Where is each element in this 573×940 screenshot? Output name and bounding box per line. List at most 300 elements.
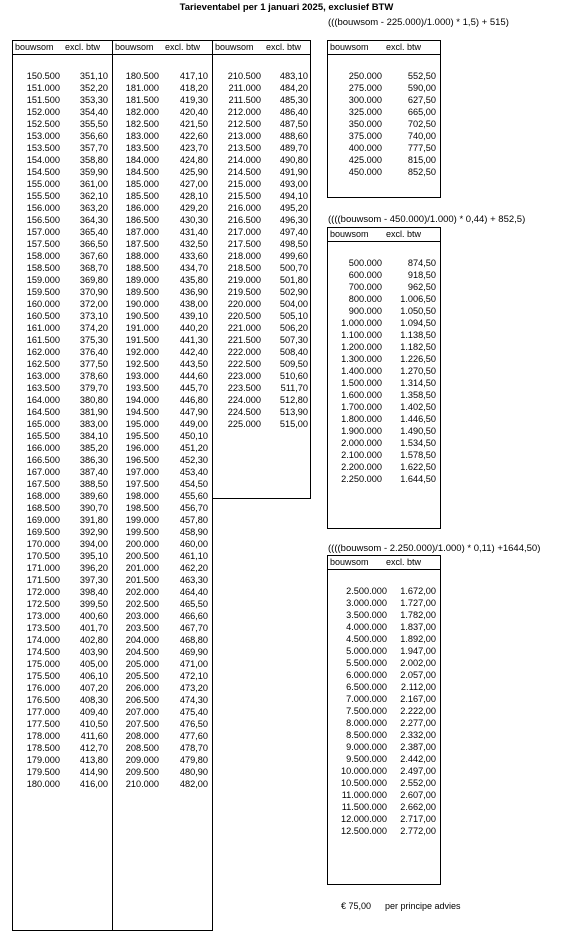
cell-bouwsom: 225.000: [227, 419, 261, 429]
cell-price: 358,80: [79, 155, 108, 165]
cell-price: 2.717,00: [400, 814, 436, 824]
cell-bouwsom: 160.500: [26, 311, 60, 321]
table-row: [13, 778, 114, 790]
cell-bouwsom: 185.000: [125, 179, 159, 189]
cell-price: 363,20: [79, 203, 108, 213]
cell-price: 509,50: [279, 359, 308, 369]
cell-price: 475,40: [179, 707, 208, 717]
cell-bouwsom: 153.500: [26, 143, 60, 153]
cell-bouwsom: 216.500: [227, 215, 261, 225]
cell-price: 357,70: [79, 143, 108, 153]
cell-bouwsom: 208.500: [125, 743, 159, 753]
cell-price: 430,30: [179, 215, 208, 225]
cell-price: 466,60: [179, 611, 208, 621]
header-price: excl. btw: [266, 42, 302, 52]
table-row: [328, 801, 442, 813]
cell-bouwsom: 167.500: [26, 479, 60, 489]
cell-price: 471,00: [179, 659, 208, 669]
table-row: [213, 190, 312, 202]
table-row: [113, 526, 214, 538]
cell-price: 355,50: [79, 119, 108, 129]
header-bouwsom: bouwsom: [330, 42, 369, 52]
cell-bouwsom: 205.500: [125, 671, 159, 681]
cell-bouwsom: 168.500: [26, 503, 60, 513]
cell-bouwsom: 181.000: [125, 83, 159, 93]
table-row: [213, 118, 312, 130]
cell-price: 511,70: [280, 383, 308, 393]
table-row: [328, 389, 442, 401]
cell-price: 417,10: [179, 71, 208, 81]
cell-bouwsom: 155.500: [26, 191, 60, 201]
cell-price: 391,80: [79, 515, 108, 525]
cell-price: 467,70: [179, 623, 208, 633]
table-row: [328, 341, 442, 353]
cell-price: 402,80: [79, 635, 108, 645]
cell-price: 368,70: [79, 263, 108, 273]
table-row: [113, 514, 214, 526]
cell-price: 500,70: [279, 263, 308, 273]
cell-price: 456,70: [179, 503, 208, 513]
cell-bouwsom: 164.500: [26, 407, 60, 417]
table-row: [113, 478, 214, 490]
cell-bouwsom: 197.500: [125, 479, 159, 489]
table-row: [13, 322, 114, 334]
cell-bouwsom: 600.000: [348, 270, 382, 280]
table-row: [328, 597, 442, 609]
cell-bouwsom: 177.500: [26, 719, 60, 729]
table-row: [213, 214, 312, 226]
cell-price: 874,50: [407, 258, 436, 268]
table-row: [328, 257, 442, 269]
cell-bouwsom: 184.000: [125, 155, 159, 165]
cell-price: 461,10: [179, 551, 208, 561]
table-row: [213, 250, 312, 262]
cell-bouwsom: 180.500: [125, 71, 159, 81]
cell-price: 490,80: [279, 155, 308, 165]
cell-price: 488,60: [279, 131, 308, 141]
table-row: [13, 562, 114, 574]
cell-bouwsom: 2.250.000: [341, 474, 382, 484]
table-row: [328, 753, 442, 765]
cell-price: 1.644,50: [400, 474, 436, 484]
cell-bouwsom: 172.000: [26, 587, 60, 597]
cell-price: 421,50: [179, 119, 208, 129]
cell-price: 445,70: [179, 383, 208, 393]
table-row: [328, 669, 442, 681]
table-row: [328, 657, 442, 669]
cell-price: 777,50: [407, 143, 436, 153]
table-row: [13, 658, 114, 670]
cell-price: 460,00: [179, 539, 208, 549]
cell-bouwsom: 173.000: [26, 611, 60, 621]
table-row: [13, 466, 114, 478]
cell-bouwsom: 221.500: [227, 335, 261, 345]
cell-price: 496,30: [279, 215, 308, 225]
table-row: [13, 502, 114, 514]
table-row: [328, 825, 442, 837]
table-row: [113, 598, 214, 610]
table-row: [213, 274, 312, 286]
cell-price: 354,40: [79, 107, 108, 117]
cell-bouwsom: 218.000: [227, 251, 261, 261]
table-row: [328, 281, 442, 293]
cell-bouwsom: 163.000: [26, 371, 60, 381]
cell-bouwsom: 2.000.000: [341, 438, 382, 448]
cell-price: 1.358,50: [400, 390, 436, 400]
cell-bouwsom: 172.500: [26, 599, 60, 609]
table-header: [328, 41, 440, 55]
cell-price: 487,50: [279, 119, 308, 129]
table-row: [213, 394, 312, 406]
cell-price: 394,00: [79, 539, 108, 549]
cell-price: 403,90: [79, 647, 108, 657]
cell-price: 370,90: [79, 287, 108, 297]
cell-price: 1.578,50: [400, 450, 436, 460]
table-row: [113, 718, 214, 730]
cell-bouwsom: 190.000: [125, 299, 159, 309]
cell-bouwsom: 211.000: [228, 83, 261, 93]
table-row: [13, 706, 114, 718]
cell-bouwsom: 186.000: [125, 203, 159, 213]
cell-price: 665,00: [407, 107, 436, 117]
cell-bouwsom: 179.500: [26, 767, 60, 777]
table-row: [328, 166, 442, 178]
table-row: [213, 322, 312, 334]
table-row: [13, 106, 114, 118]
table-row: [213, 286, 312, 298]
cell-bouwsom: 159.000: [26, 275, 60, 285]
table-row: [113, 130, 214, 142]
cell-price: 552,50: [407, 71, 436, 81]
table-row: [213, 238, 312, 250]
table-row: [113, 466, 214, 478]
table-row: [113, 562, 214, 574]
cell-price: 392,90: [79, 527, 108, 537]
table-row: [213, 370, 312, 382]
cell-price: 423,70: [179, 143, 208, 153]
table-body: [213, 70, 312, 430]
cell-bouwsom: 199.000: [125, 515, 159, 525]
cell-price: 590,00: [407, 83, 436, 93]
table-row: [113, 82, 214, 94]
rate-table-2: [112, 40, 213, 931]
cell-price: 740,00: [407, 131, 436, 141]
cell-bouwsom: 152.500: [26, 119, 60, 129]
table-row: [328, 633, 442, 645]
table-row: [13, 214, 114, 226]
table-row: [13, 94, 114, 106]
cell-bouwsom: 158.000: [26, 251, 60, 261]
cell-bouwsom: 214.500: [227, 167, 261, 177]
table-row: [113, 370, 214, 382]
table-row: [328, 437, 442, 449]
table-row: [213, 70, 312, 82]
cell-bouwsom: 156.500: [26, 215, 60, 225]
cell-bouwsom: 175.500: [26, 671, 60, 681]
cell-price: 484,20: [279, 83, 308, 93]
table-row: [113, 730, 214, 742]
cell-price: 2.772,00: [400, 826, 436, 836]
table-row: [113, 334, 214, 346]
table-row: [113, 406, 214, 418]
cell-price: 457,80: [179, 515, 208, 525]
table-row: [213, 130, 312, 142]
cell-price: 2.057,00: [400, 670, 436, 680]
cell-bouwsom: 217.000: [227, 227, 261, 237]
cell-price: 458,90: [179, 527, 208, 537]
cell-bouwsom: 183.000: [125, 131, 159, 141]
table-row: [113, 706, 214, 718]
cell-bouwsom: 200.000: [125, 539, 159, 549]
table-row: [213, 418, 312, 430]
cell-price: 425,90: [179, 167, 208, 177]
table-row: [113, 430, 214, 442]
table-row: [13, 694, 114, 706]
cell-price: 400,60: [79, 611, 108, 621]
cell-price: 364,30: [79, 215, 108, 225]
cell-price: 1.226,50: [400, 354, 436, 364]
cell-price: 369,80: [79, 275, 108, 285]
table-row: [13, 382, 114, 394]
cell-bouwsom: 161.000: [26, 323, 60, 333]
cell-bouwsom: 170.500: [26, 551, 60, 561]
cell-bouwsom: 174.500: [26, 647, 60, 657]
cell-price: 486,40: [279, 107, 308, 117]
table-row: [113, 226, 214, 238]
table-row: [113, 310, 214, 322]
header-bouwsom: bouwsom: [330, 229, 369, 239]
table-row: [113, 346, 214, 358]
cell-price: 1.490,50: [400, 426, 436, 436]
table-row: [328, 813, 442, 825]
cell-price: 2.607,00: [400, 790, 436, 800]
table-row: [13, 526, 114, 538]
table-row: [113, 574, 214, 586]
cell-price: 432,50: [179, 239, 208, 249]
cell-price: 472,10: [179, 671, 208, 681]
cell-price: 381,90: [79, 407, 108, 417]
table-row: [328, 789, 442, 801]
cell-bouwsom: 220.000: [227, 299, 261, 309]
cell-bouwsom: 2.100.000: [341, 450, 382, 460]
cell-bouwsom: 1.600.000: [341, 390, 382, 400]
table-row: [113, 94, 214, 106]
cell-bouwsom: 4.500.000: [346, 634, 387, 644]
cell-bouwsom: 203.000: [125, 611, 159, 621]
table-row: [213, 82, 312, 94]
cell-price: 447,90: [179, 407, 208, 417]
cell-bouwsom: 179.000: [26, 755, 60, 765]
cell-bouwsom: 194.500: [125, 407, 159, 417]
table-row: [328, 705, 442, 717]
cell-bouwsom: 223.000: [227, 371, 261, 381]
advice-amount: € 75,00: [341, 901, 372, 911]
cell-bouwsom: 169.000: [26, 515, 60, 525]
table-row: [113, 538, 214, 550]
cell-price: 2.002,00: [400, 658, 436, 668]
table-row: [113, 622, 214, 634]
table-row: [328, 765, 442, 777]
cell-price: 450,10: [179, 431, 208, 441]
cell-bouwsom: 500.000: [348, 258, 382, 268]
cell-price: 1.314,50: [400, 378, 436, 388]
table-row: [328, 609, 442, 621]
cell-price: 351,10: [79, 71, 108, 81]
table-row: [13, 190, 114, 202]
cell-price: 451,20: [179, 443, 208, 453]
cell-price: 2.552,00: [400, 778, 436, 788]
table-row: [13, 250, 114, 262]
cell-price: 424,80: [179, 155, 208, 165]
cell-bouwsom: 224.000: [227, 395, 261, 405]
cell-bouwsom: 176.500: [26, 695, 60, 705]
cell-bouwsom: 1.700.000: [341, 402, 382, 412]
cell-price: 1.622,50: [400, 462, 436, 472]
table-row: [13, 454, 114, 466]
table-row: [13, 394, 114, 406]
formula-3: ((((bouwsom - 2.250.000)/1.000) * 0,11) +1644,50): [328, 543, 541, 554]
cell-price: 463,30: [179, 575, 208, 585]
table-row: [328, 645, 442, 657]
cell-bouwsom: 191.500: [125, 335, 159, 345]
cell-price: 504,00: [279, 299, 308, 309]
cell-price: 918,50: [407, 270, 436, 280]
table-row: [213, 406, 312, 418]
table-row: [213, 334, 312, 346]
cell-bouwsom: 1.000.000: [341, 318, 382, 328]
table-header: [213, 41, 310, 55]
table-row: [13, 406, 114, 418]
cell-bouwsom: 193.000: [125, 371, 159, 381]
header-bouwsom: bouwsom: [15, 42, 54, 52]
table-row: [113, 70, 214, 82]
cell-bouwsom: 180.000: [26, 779, 60, 789]
table-row: [328, 293, 442, 305]
cell-bouwsom: 209.500: [125, 767, 159, 777]
table-row: [13, 634, 114, 646]
cell-bouwsom: 199.500: [125, 527, 159, 537]
cell-price: 431,40: [179, 227, 208, 237]
cell-price: 464,40: [179, 587, 208, 597]
cell-price: 482,00: [179, 779, 208, 789]
cell-bouwsom: 6.500.000: [346, 682, 387, 692]
cell-price: 446,80: [179, 395, 208, 405]
table-row: [113, 418, 214, 430]
cell-bouwsom: 176.000: [26, 683, 60, 693]
cell-price: 478,70: [179, 743, 208, 753]
cell-price: 398,40: [79, 587, 108, 597]
cell-price: 1.837,00: [400, 622, 436, 632]
cell-bouwsom: 173.500: [26, 623, 60, 633]
cell-bouwsom: 217.500: [227, 239, 261, 249]
cell-bouwsom: 196.500: [125, 455, 159, 465]
cell-bouwsom: 187.000: [125, 227, 159, 237]
table-row: [328, 353, 442, 365]
cell-price: 512,80: [279, 395, 308, 405]
cell-price: 501,80: [279, 275, 308, 285]
cell-price: 1.534,50: [400, 438, 436, 448]
cell-price: 414,90: [79, 767, 108, 777]
cell-bouwsom: 195.000: [125, 419, 159, 429]
table-body: [113, 70, 214, 790]
cell-price: 385,20: [79, 443, 108, 453]
table-row: [113, 670, 214, 682]
cell-bouwsom: 900.000: [348, 306, 382, 316]
table-row: [213, 310, 312, 322]
cell-bouwsom: 183.500: [125, 143, 159, 153]
cell-bouwsom: 9.000.000: [346, 742, 387, 752]
cell-bouwsom: 2.500.000: [346, 586, 387, 596]
table-row: [13, 538, 114, 550]
table-row: [13, 70, 114, 82]
table-row: [213, 226, 312, 238]
cell-bouwsom: 5.000.000: [346, 646, 387, 656]
cell-bouwsom: 222.500: [227, 359, 261, 369]
table-body: [13, 70, 114, 790]
cell-bouwsom: 178.000: [26, 731, 60, 741]
table-row: [328, 106, 442, 118]
table-row: [13, 598, 114, 610]
cell-price: 465,50: [179, 599, 208, 609]
table-header: [328, 556, 440, 570]
cell-price: 485,30: [279, 95, 308, 105]
cell-bouwsom: 150.500: [26, 71, 60, 81]
cell-bouwsom: 200.500: [125, 551, 159, 561]
cell-bouwsom: 192.000: [125, 347, 159, 357]
cell-price: 1.947,00: [400, 646, 436, 656]
cell-bouwsom: 185.500: [125, 191, 159, 201]
cell-bouwsom: 6.000.000: [346, 670, 387, 680]
cell-price: 396,20: [79, 563, 108, 573]
cell-bouwsom: 2.200.000: [341, 462, 382, 472]
table-row: [13, 574, 114, 586]
table-row: [13, 226, 114, 238]
cell-price: 455,60: [179, 491, 208, 501]
table-row: [13, 118, 114, 130]
table-row: [13, 754, 114, 766]
cell-price: 361,00: [79, 179, 108, 189]
cell-bouwsom: 212.000: [227, 107, 261, 117]
table-row: [113, 754, 214, 766]
cell-bouwsom: 161.500: [26, 335, 60, 345]
table-row: [328, 154, 442, 166]
table-row: [113, 778, 214, 790]
cell-price: 441,30: [179, 335, 208, 345]
cell-bouwsom: 194.000: [125, 395, 159, 405]
cell-bouwsom: 159.500: [26, 287, 60, 297]
cell-bouwsom: 375.000: [348, 131, 382, 141]
cell-bouwsom: 207.500: [125, 719, 159, 729]
cell-bouwsom: 157.500: [26, 239, 60, 249]
table-row: [113, 298, 214, 310]
cell-bouwsom: 187.500: [125, 239, 159, 249]
cell-bouwsom: 165.000: [26, 419, 60, 429]
page-title: Tarieventabel per 1 januari 2025, exclusief BTW: [179, 2, 394, 13]
table-row: [328, 585, 442, 597]
table-row: [13, 610, 114, 622]
cell-price: 377,50: [79, 359, 108, 369]
table-row: [13, 718, 114, 730]
cell-bouwsom: 12.500.000: [341, 826, 387, 836]
cell-bouwsom: 212.500: [227, 119, 261, 129]
cell-bouwsom: 400.000: [348, 143, 382, 153]
cell-bouwsom: 189.000: [125, 275, 159, 285]
table-row: [328, 118, 442, 130]
cell-bouwsom: 170.000: [26, 539, 60, 549]
cell-price: 416,00: [79, 779, 108, 789]
cell-price: 388,50: [79, 479, 108, 489]
cell-price: 1.138,50: [400, 330, 436, 340]
